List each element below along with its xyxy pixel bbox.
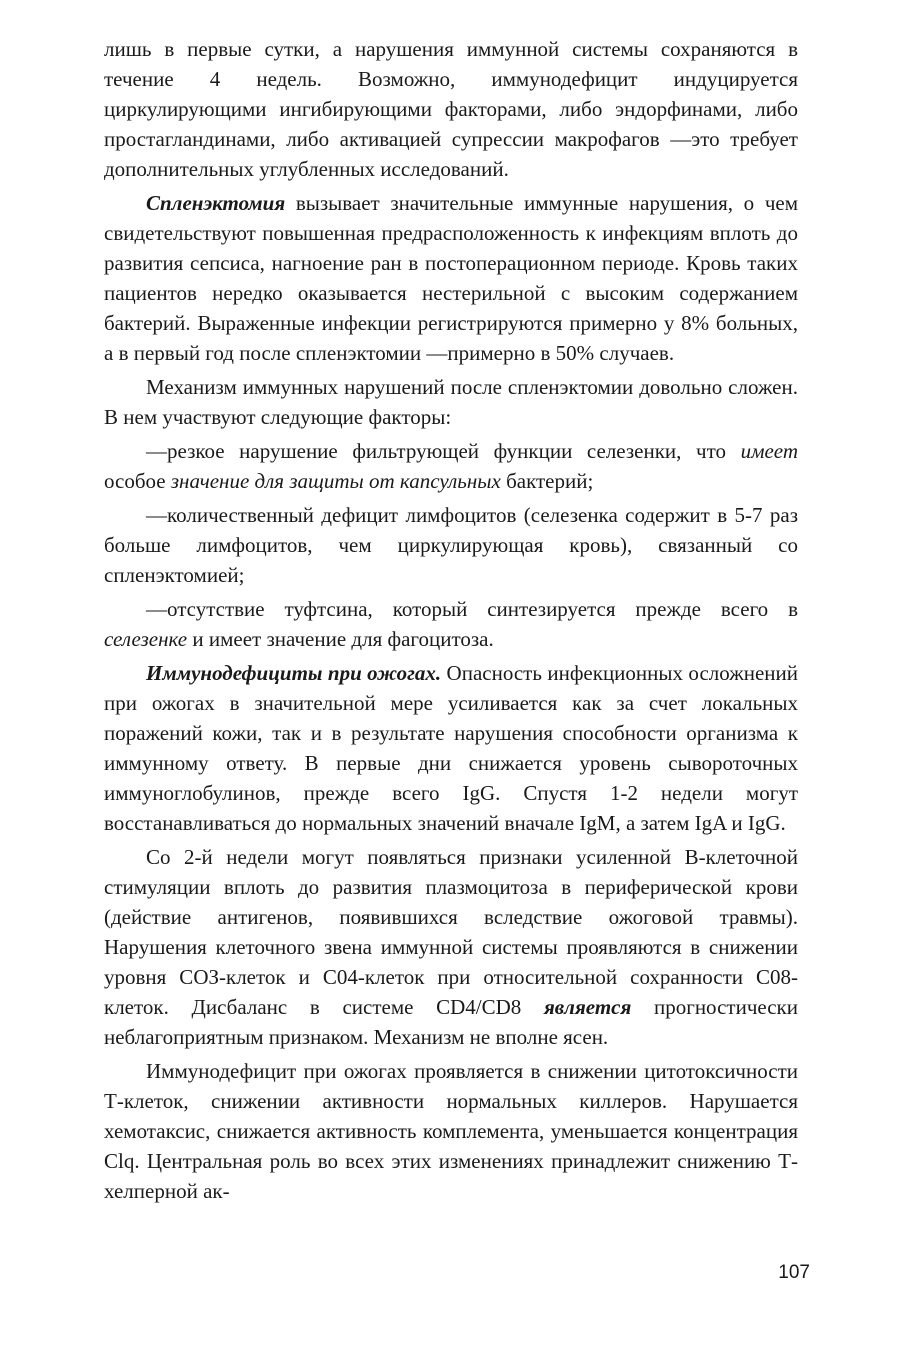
paragraph-burns xyxy=(104,658,798,838)
paragraph-b-cell-text-2: прогностически неблагоприятным признаком. Механизм не вполне ясен. xyxy=(104,995,798,1049)
paragraph-mechanism: Механизм иммунных нарушений после спленэктомии довольно сложен. В нем участвуют следующие факторы: xyxy=(104,375,798,429)
list-item-lymphocytes: —количественный дефицит лимфоцитов (селезенка содержит в 5-7 раз больше лимфоцитов, чем циркулирующая кровь), связанный со спленэктомией; xyxy=(104,503,798,587)
term-splenectomy: Спленэктомия xyxy=(146,191,286,215)
list-item-filtration-text-3: бактерий; xyxy=(500,469,594,493)
paragraph-cytotoxicity: Иммунодефицит при ожогах проявляется в снижении цитотоксичности Т-клеток, снижении активности нормальных киллеров. Нарушается хемотаксис, снижается активность комплемента, уменьшается концентрация Clq. Центральная роль во всех этих изменениях принадлежит снижению Т-хелперной ак- xyxy=(104,1059,798,1203)
italic-spleen: селезенке xyxy=(104,627,188,651)
list-item-tuftsin-text: —отсутствие туфтсина, который синтезируется прежде всего в xyxy=(146,597,798,621)
list-item-tuftsin-text-2: и имеет значение для фагоцитоза. xyxy=(187,627,494,651)
paragraph-b-cell-text: Со 2-й недели могут появляться признаки усиленной В-клеточной стимуляции вплоть до развития плазмоцитоза в периферической крови (действие антигенов, появившихся вследствие ожоговой травмы). Нарушения клеточного звена иммунной системы проявляются в снижении уровня СОЗ-клеток и С04-клеток при относительной сохранности С08-клеток. Дисбаланс в системе CD4/CD8 xyxy=(104,845,798,1019)
list-item-tuftsin xyxy=(104,594,798,654)
italic-has: имеет xyxy=(740,439,798,463)
page-number: 107 xyxy=(778,1262,810,1283)
paragraph-b-cell xyxy=(104,842,798,1052)
paragraph-splenectomy-text: вызывает значительные иммунные нарушения, о чем свидетельствуют повышенная предрасположенность к инфекциям вплоть до развития сепсиса, нагноение ран в постоперационном периоде. Кровь таких пациентов нередко оказывается нестерильной с высоким содержанием бактерий. Выраженные инфекции регистрируются примерно у 8% больных, а в первый год после спленэктомии —примерно в 50% случаев. xyxy=(104,191,798,365)
italic-protection: значение для защиты от капсульных xyxy=(170,469,501,493)
paragraph-1: лишь в первые сутки, а нарушения иммунной системы сохраняются в течение 4 недель. Возможно, иммунодефицит индуцируется циркулирующими ингибирующими факторами, либо эндорфинами, либо простагландинами, либо активацией супрессии макрофагов —это требует дополнительных углубленных исследований. xyxy=(104,37,798,181)
list-item-filtration xyxy=(104,436,798,496)
list-item-filtration-text-2: особое xyxy=(104,469,171,493)
paragraph-burns-text: Опасность инфекционных осложнений при ожогах в значительной мере усиливается как за счет локальных поражений кожи, так и в результате нарушения способности организма к иммунному ответу. В первые дни снижается уровень сывороточных иммуноглобулинов, прежде всего IgG. Спустя 1-2 недели могут восстанавливаться до нормальных значений вначале IgM, а затем IgA и IgG. xyxy=(104,661,799,835)
paragraph-splenectomy xyxy=(104,188,798,368)
list-item-filtration-text: —резкое нарушение фильтрующей функции селезенки, что xyxy=(146,439,741,463)
italic-is: является xyxy=(543,995,632,1019)
term-burn-immunodeficiency: Иммунодефициты при ожогах. xyxy=(146,661,442,685)
